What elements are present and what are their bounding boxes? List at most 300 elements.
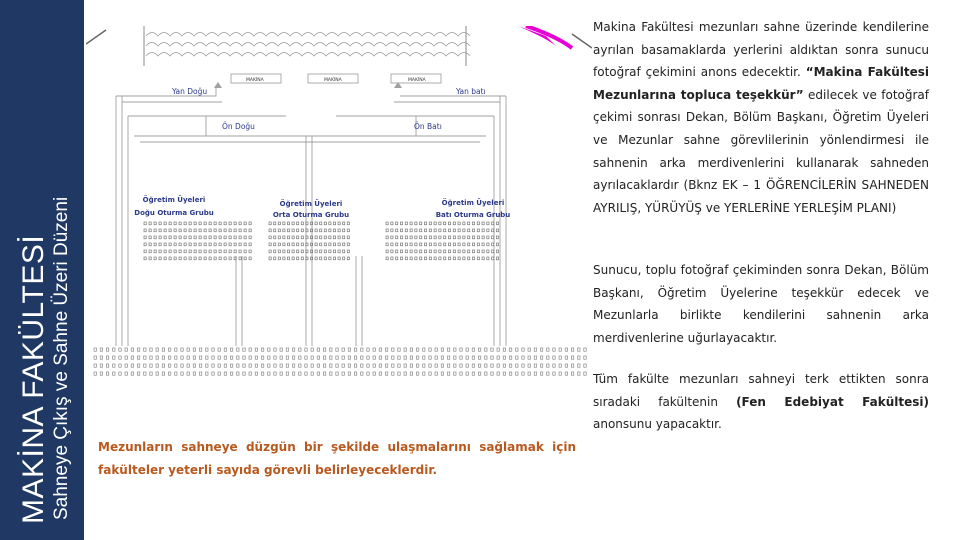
seat [189, 222, 191, 225]
audience-seat [447, 372, 449, 375]
audience-seat [292, 372, 294, 375]
seat [444, 243, 446, 246]
seat [487, 243, 489, 246]
seat [315, 257, 317, 260]
seat [415, 222, 417, 225]
seat [199, 222, 201, 225]
audience-seat [441, 348, 443, 351]
seat [209, 229, 211, 232]
seat [297, 236, 299, 239]
bottom-note: Mezunların sahneye düzgün bir şekilde ulaşmalarını sağlamak için fakülteler yeterli sayıda görevli belirleyeceklerdir. [98, 440, 576, 477]
paragraph-1-part-a: Makina Fakültesi mezunları sahne üzerinde kendilerine ayrılan basamaklarda yerlerini aldıktan sonra sunucu fotoğraf çekimini anons edecektir. [593, 20, 929, 80]
seat [391, 229, 393, 232]
audience-seat [571, 364, 573, 367]
seat [338, 229, 340, 232]
seat [244, 257, 246, 260]
audience-seat [472, 364, 474, 367]
audience-seat [398, 348, 400, 351]
audience-seat [243, 348, 245, 351]
seat [174, 250, 176, 253]
audience-seat [243, 364, 245, 367]
audience-seat [206, 348, 208, 351]
audience-seat [540, 364, 542, 367]
seat [169, 250, 171, 253]
audience-seat [274, 348, 276, 351]
audience-seat [199, 364, 201, 367]
seat [391, 236, 393, 239]
audience-seat [330, 372, 332, 375]
audience-seat [255, 356, 257, 359]
seat [333, 257, 335, 260]
seat [347, 243, 349, 246]
audience-seat [255, 364, 257, 367]
seat [343, 229, 345, 232]
audience-seat [435, 356, 437, 359]
seat [164, 229, 166, 232]
seat [174, 257, 176, 260]
audience-seat [144, 356, 146, 359]
seat [487, 229, 489, 232]
audience-seat [336, 356, 338, 359]
stage-label: MAKİNA [246, 78, 264, 83]
seat [234, 222, 236, 225]
audience-seat [547, 372, 549, 375]
audience-seat [311, 348, 313, 351]
audience-seat [212, 356, 214, 359]
audience-seat [237, 364, 239, 367]
audience-seat [336, 372, 338, 375]
audience-seat [280, 372, 282, 375]
audience-seat [435, 364, 437, 367]
paragraph-2: Sunucu, toplu fotoğraf çekiminden sonra Dekan, Bölüm Başkanı, Öğretim Üyelerine teşekkür edecek ve Mezunlarla birlikte kendilerini sahnenin arka merdivenlerine uğurlayacaktır. [593, 263, 929, 345]
seat [144, 229, 146, 232]
seat [434, 229, 436, 232]
seat [347, 229, 349, 232]
seat [329, 229, 331, 232]
seat [463, 222, 465, 225]
audience-seat [392, 372, 394, 375]
seat [269, 250, 271, 253]
seat [315, 250, 317, 253]
audience-seat [478, 364, 480, 367]
seat [347, 250, 349, 253]
seat [154, 257, 156, 260]
audience-seat [454, 364, 456, 367]
audience-seat [168, 364, 170, 367]
seat [415, 250, 417, 253]
seat [278, 236, 280, 239]
audience-seat [398, 364, 400, 367]
audience-seat [330, 364, 332, 367]
audience-seat [578, 372, 580, 375]
audience-seat [472, 372, 474, 375]
audience-seat [286, 356, 288, 359]
seat [487, 250, 489, 253]
audience-seat [485, 356, 487, 359]
audience-seat [460, 348, 462, 351]
seat [283, 222, 285, 225]
seat [249, 236, 251, 239]
seat [194, 243, 196, 246]
audience-seat [268, 372, 270, 375]
seat [434, 250, 436, 253]
seat [424, 222, 426, 225]
seat [159, 229, 161, 232]
seat [184, 236, 186, 239]
audience-seat [119, 372, 121, 375]
seat [324, 236, 326, 239]
seat [386, 257, 388, 260]
seat [324, 243, 326, 246]
audience-seat [156, 348, 158, 351]
seat [463, 243, 465, 246]
seat [458, 243, 460, 246]
audience-seat [565, 364, 567, 367]
seat [214, 257, 216, 260]
seat [269, 257, 271, 260]
seat [179, 250, 181, 253]
seat [244, 243, 246, 246]
audience-seat [323, 348, 325, 351]
seat [444, 250, 446, 253]
audience-seat [516, 372, 518, 375]
audience-seat [522, 356, 524, 359]
seat [405, 257, 407, 260]
seat [396, 257, 398, 260]
seat [144, 250, 146, 253]
seat [184, 257, 186, 260]
audience-seat [137, 372, 139, 375]
seat [249, 250, 251, 253]
seat [347, 222, 349, 225]
audience-seat [119, 356, 121, 359]
audience-seat [144, 372, 146, 375]
seat [492, 250, 494, 253]
audience-seat [454, 348, 456, 351]
seat [234, 243, 236, 246]
audience-seat [466, 348, 468, 351]
audience-seat [181, 356, 183, 359]
audience-seat [553, 348, 555, 351]
seat [209, 243, 211, 246]
audience-seat [379, 364, 381, 367]
seat [468, 236, 470, 239]
audience-seat [137, 364, 139, 367]
seat [269, 243, 271, 246]
audience-seat [113, 356, 115, 359]
audience-seat [516, 364, 518, 367]
seat [453, 229, 455, 232]
audience-seat [528, 364, 530, 367]
audience-seat [571, 372, 573, 375]
audience-seat [156, 372, 158, 375]
audience-seat [305, 372, 307, 375]
audience-seat [392, 356, 394, 359]
audience-seat [292, 356, 294, 359]
on-dogu-label: Ön Doğu [222, 122, 255, 131]
audience-seat [361, 348, 363, 351]
seat [410, 229, 412, 232]
seat [274, 229, 276, 232]
audience-seat [528, 356, 530, 359]
audience-seat [466, 356, 468, 359]
seat [448, 250, 450, 253]
seat [429, 250, 431, 253]
seat [179, 243, 181, 246]
seat [164, 250, 166, 253]
audience-seat [559, 356, 561, 359]
audience-seat [150, 356, 152, 359]
audience-seat [379, 356, 381, 359]
audience-seat [410, 356, 412, 359]
seat [199, 243, 201, 246]
audience-seat [168, 356, 170, 359]
seat [189, 257, 191, 260]
seat [239, 236, 241, 239]
audience-seat [534, 364, 536, 367]
audience-seat [460, 364, 462, 367]
seat [204, 243, 206, 246]
seat [204, 250, 206, 253]
seat [429, 229, 431, 232]
audience-seat [503, 356, 505, 359]
audience-seat [491, 372, 493, 375]
seat [347, 236, 349, 239]
paragraph-3-part-b: anonsunu yapacaktır. [593, 417, 722, 432]
seat [209, 222, 211, 225]
audience-seat [522, 372, 524, 375]
audience-seat [100, 356, 102, 359]
seat [149, 250, 151, 253]
audience-seat [404, 364, 406, 367]
audience-seat [571, 356, 573, 359]
seat [329, 236, 331, 239]
audience-seat [181, 348, 183, 351]
seat [458, 250, 460, 253]
audience-seat [94, 364, 96, 367]
seat [179, 236, 181, 239]
audience-seat [534, 356, 536, 359]
seat [444, 257, 446, 260]
audience-seat [175, 348, 177, 351]
audience-seat [175, 364, 177, 367]
seat [179, 222, 181, 225]
audience-seat [503, 348, 505, 351]
audience-seat [187, 372, 189, 375]
seat [297, 229, 299, 232]
seat [184, 243, 186, 246]
stage-step-row [146, 33, 470, 37]
seat [199, 236, 201, 239]
seat [169, 257, 171, 260]
audience-seat [491, 364, 493, 367]
audience-seat [342, 348, 344, 351]
audience-seat [168, 348, 170, 351]
audience-seat [429, 372, 431, 375]
seat [154, 236, 156, 239]
seat [410, 257, 412, 260]
seat [164, 222, 166, 225]
seat [283, 236, 285, 239]
seat [229, 236, 231, 239]
seat [420, 236, 422, 239]
seat [278, 229, 280, 232]
audience-seat [249, 356, 251, 359]
audience-seat [100, 372, 102, 375]
audience-seat [317, 356, 319, 359]
seat [396, 236, 398, 239]
seat [333, 250, 335, 253]
audience-seat [584, 356, 586, 359]
seat [477, 229, 479, 232]
seat [274, 222, 276, 225]
audience-seat [429, 356, 431, 359]
sidebar-title: MAKİNA FAKÜLTESİ [17, 234, 50, 524]
seat [169, 243, 171, 246]
seat [405, 229, 407, 232]
audience-seat [106, 372, 108, 375]
audience-seat [547, 348, 549, 351]
seat [287, 243, 289, 246]
seat [472, 250, 474, 253]
audience-seat [100, 364, 102, 367]
seat [424, 229, 426, 232]
audience-seat [423, 348, 425, 351]
audience-seat [212, 348, 214, 351]
stage-layout-diagram [86, 26, 592, 382]
seat [239, 222, 241, 225]
audience-seat [274, 356, 276, 359]
seat [278, 257, 280, 260]
seat [209, 250, 211, 253]
audience-seat [584, 372, 586, 375]
paragraph-3-part-a: Tüm fakülte mezunları sahneyi terk ettikten sonra sıradaki fakültenin [593, 372, 929, 409]
audience-seat [348, 364, 350, 367]
audience-seat [317, 348, 319, 351]
audience-seat [478, 348, 480, 351]
seat [405, 243, 407, 246]
audience-seat [584, 348, 586, 351]
audience-seat [137, 348, 139, 351]
seat [249, 222, 251, 225]
audience-seat [199, 348, 201, 351]
seat [343, 250, 345, 253]
audience-seat [416, 356, 418, 359]
seat [415, 229, 417, 232]
seat [239, 243, 241, 246]
audience-seat [385, 348, 387, 351]
audience-seat [237, 348, 239, 351]
seat [400, 222, 402, 225]
audience-seat [286, 372, 288, 375]
seat [472, 236, 474, 239]
audience-seat [553, 356, 555, 359]
seat [492, 222, 494, 225]
seat [283, 257, 285, 260]
seat [343, 257, 345, 260]
seat [338, 250, 340, 253]
seat [283, 229, 285, 232]
seat [324, 250, 326, 253]
seat [297, 222, 299, 225]
seat [287, 229, 289, 232]
seat [144, 222, 146, 225]
audience-seat [261, 348, 263, 351]
audience-seat [429, 348, 431, 351]
audience-seat [224, 364, 226, 367]
audience-seat [373, 372, 375, 375]
seat [301, 222, 303, 225]
seat [468, 222, 470, 225]
seat [224, 236, 226, 239]
audience-seat [311, 364, 313, 367]
audience-seat [565, 348, 567, 351]
seat [320, 250, 322, 253]
seat [453, 243, 455, 246]
audience-seat [137, 356, 139, 359]
audience-seat [323, 356, 325, 359]
seat [424, 257, 426, 260]
seat [159, 236, 161, 239]
seat [424, 250, 426, 253]
audience-seat [528, 372, 530, 375]
audience-seat [193, 348, 195, 351]
audience-seat [348, 348, 350, 351]
seat [301, 243, 303, 246]
seat [249, 243, 251, 246]
seat [214, 236, 216, 239]
audience-seat [373, 348, 375, 351]
seat [154, 243, 156, 246]
seat [415, 257, 417, 260]
audience-seat [144, 348, 146, 351]
audience-seat [559, 372, 561, 375]
audience-seat [292, 348, 294, 351]
audience-seat [435, 348, 437, 351]
seat [439, 257, 441, 260]
seat [239, 229, 241, 232]
audience-seat [150, 348, 152, 351]
group-title: Öğretim Üyeleri [279, 200, 343, 208]
stage-label: MAKİNA [324, 78, 342, 83]
audience-seat [497, 364, 499, 367]
seat [487, 257, 489, 260]
audience-seat [199, 356, 201, 359]
audience-seat [131, 348, 133, 351]
seat [458, 257, 460, 260]
audience-seat [485, 348, 487, 351]
seat [174, 243, 176, 246]
seat [292, 243, 294, 246]
audience-seat [367, 372, 369, 375]
seat [453, 236, 455, 239]
audience-seat [237, 372, 239, 375]
seat [274, 257, 276, 260]
seat [333, 222, 335, 225]
seat [204, 236, 206, 239]
seat [410, 250, 412, 253]
audience-seat [454, 356, 456, 359]
audience-seat [460, 356, 462, 359]
audience-seat [454, 372, 456, 375]
audience-seat [218, 372, 220, 375]
seat [292, 229, 294, 232]
seat [434, 236, 436, 239]
audience-seat [578, 348, 580, 351]
audience-seat [249, 348, 251, 351]
audience-seat [323, 364, 325, 367]
audience-seat [311, 356, 313, 359]
